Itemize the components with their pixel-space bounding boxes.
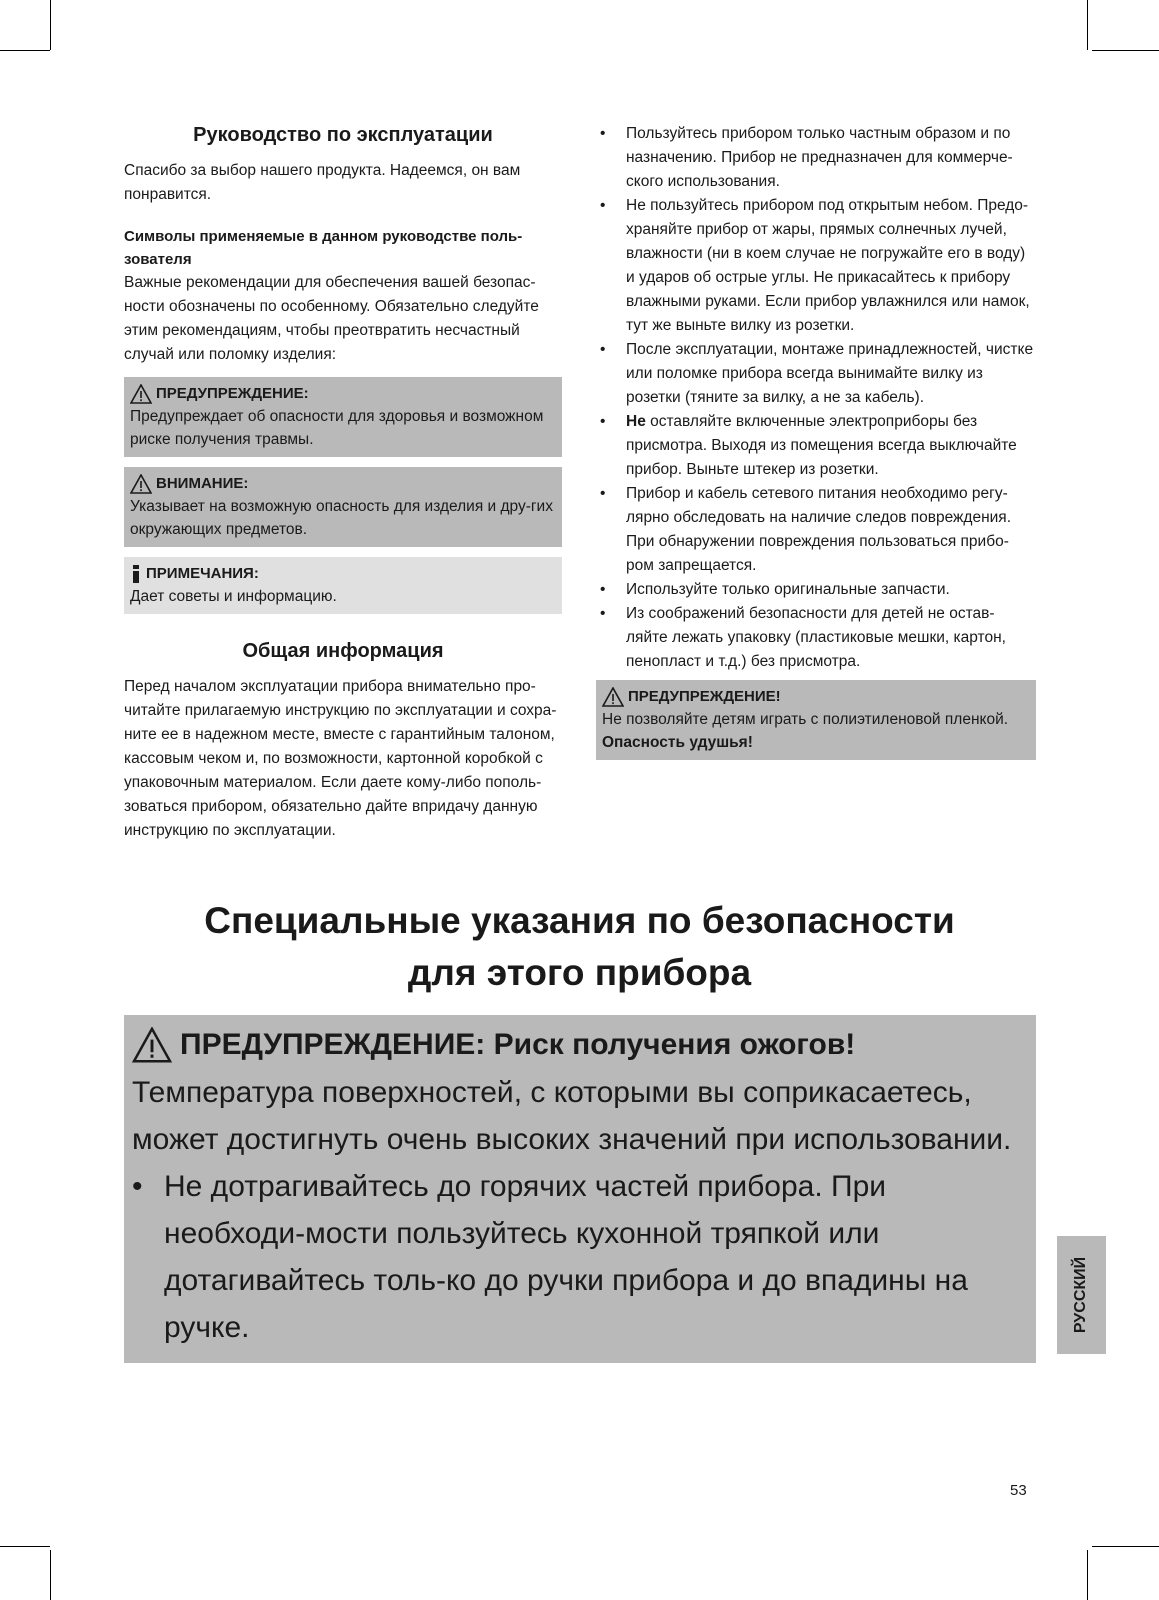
warning-title: ПРЕДУПРЕЖДЕНИЕ! <box>628 688 781 705</box>
warning-triangle-icon <box>132 1027 172 1063</box>
crop-mark <box>0 50 50 51</box>
symbols-text: Важные рекомендации для обеспечения вашей безопас-ности обозначены по особенному. Обязательно следуйте этим рекомендациям, чтобы преотвратить несчастный случай или поломку изделия: <box>124 274 539 363</box>
warning-box <box>124 377 562 457</box>
info-icon <box>130 565 142 583</box>
caution-text: Указывает на возможную опасность для изделия и дру-гих окружающих предметов. <box>130 498 553 538</box>
burn-warning-title: ПРЕДУПРЕЖДЕНИЕ: Риск получения ожогов! <box>180 1028 856 1061</box>
crop-mark <box>1087 0 1088 50</box>
special-safety-title: Специальные указания по безопасности для этого прибора <box>204 900 955 993</box>
bold-word: Не <box>626 413 646 430</box>
warning-title: ПРЕДУПРЕЖДЕНИЕ: <box>156 385 309 402</box>
crop-mark <box>1087 1550 1088 1600</box>
crop-mark <box>50 0 51 50</box>
list-item: • Не дотрагивайтесь до горячих частей прибора. При необходи-мости пользуйтесь кухонной тряпкой или дотагивайтесь толь-ко до ручки прибора и до впадины на ручке. <box>132 1163 1026 1351</box>
note-box <box>124 557 562 614</box>
list-item: • Не пользуйтесь прибором под открытым небом. Предо-храняйте прибор от жары, прямых солнечных лучей, влажности (ни в коем случае не погружайте его в воду) и ударов об острые углы. Не прикасайтесь к прибору влажными руками. Если прибор увлажнился или намок, тут же выньте вилку из розетки. <box>596 194 1036 338</box>
right-column <box>596 122 1036 760</box>
caution-triangle-icon <box>130 474 152 494</box>
crop-mark <box>50 1550 51 1600</box>
caution-title: ВНИМАНИЕ: <box>156 475 249 492</box>
warning-text: Предупреждает об опасности для здоровья и возможном риске получения травмы. <box>130 408 544 448</box>
page-number: 53 <box>1010 1482 1027 1499</box>
safety-list <box>596 122 1036 674</box>
warning-triangle-icon <box>130 384 152 404</box>
symbols-heading: Символы применяемые в данном руководстве поль-зователя <box>124 228 523 268</box>
general-title: Общая информация <box>242 640 444 662</box>
crop-mark <box>0 1546 50 1547</box>
list-item-text: оставляйте включенные электроприборы без присмотра. Выходя из помещения всегда выключайте прибор. Выньте штекер из розетки. <box>626 413 1017 478</box>
burn-warning-box <box>124 1015 1036 1363</box>
crop-mark <box>1092 50 1159 51</box>
intro-text: Спасибо за выбор нашего продукта. Надеемся, он вам понравится. <box>124 162 521 203</box>
list-item: • После эксплуатации, монтаже принадлежностей, чистке или поломке прибора всегда вынимайте вилку из розетки (тяните за вилку, а не за кабель). <box>596 338 1036 410</box>
left-column <box>124 118 562 843</box>
burn-warning-text: Температура поверхностей, с которыми вы соприкасаетесь, может достигнуть очень высоких значений при использовании. <box>132 1076 1012 1156</box>
warning-text: Не позволяйте детям играть с полиэтиленовой пленкой. Опасность удушья! <box>602 711 1009 751</box>
list-item: • Используйте только оригинальные запчасти. <box>596 578 1036 602</box>
list-item: • Из соображений безопасности для детей не остав-ляйте лежать упаковку (пластиковые мешки, картон, пенопласт и т.д.) без присмотра. <box>596 602 1036 674</box>
list-item: • Пользуйтесь прибором только частным образом и по назначению. Прибор не предназначен для коммерче-ского использования. <box>596 122 1036 194</box>
list-item <box>596 410 1036 482</box>
warning-triangle-icon <box>602 687 624 707</box>
list-item: • Прибор и кабель сетевого питания необходимо регу-лярно обследовать на наличие следов повреждения. При обнаружении повреждения пользоваться прибо-ром запрещается. <box>596 482 1036 578</box>
suffocation-warning-box <box>596 680 1036 760</box>
manual-title: Руководство по эксплуатации <box>193 124 493 146</box>
note-text: Дает советы и информацию. <box>130 588 337 605</box>
note-title: ПРИМЕЧАНИЯ: <box>146 565 259 582</box>
language-tab: РУССКИЙ <box>1057 1236 1106 1354</box>
crop-mark <box>1092 1546 1159 1547</box>
caution-box <box>124 467 562 547</box>
general-text: Перед началом эксплуатации прибора внимательно про-читайте прилагаемую инструкцию по эксплуатации и сохра-ните ее в надежном месте, вместе с гарантийным талоном, кассовым чеком и, по возможности, картонной коробкой с упаковочным материалом. Если даете кому-либо пополь-зоваться прибором, обязательно дайте впридачу данную инструкцию по эксплуатации. <box>124 678 557 839</box>
